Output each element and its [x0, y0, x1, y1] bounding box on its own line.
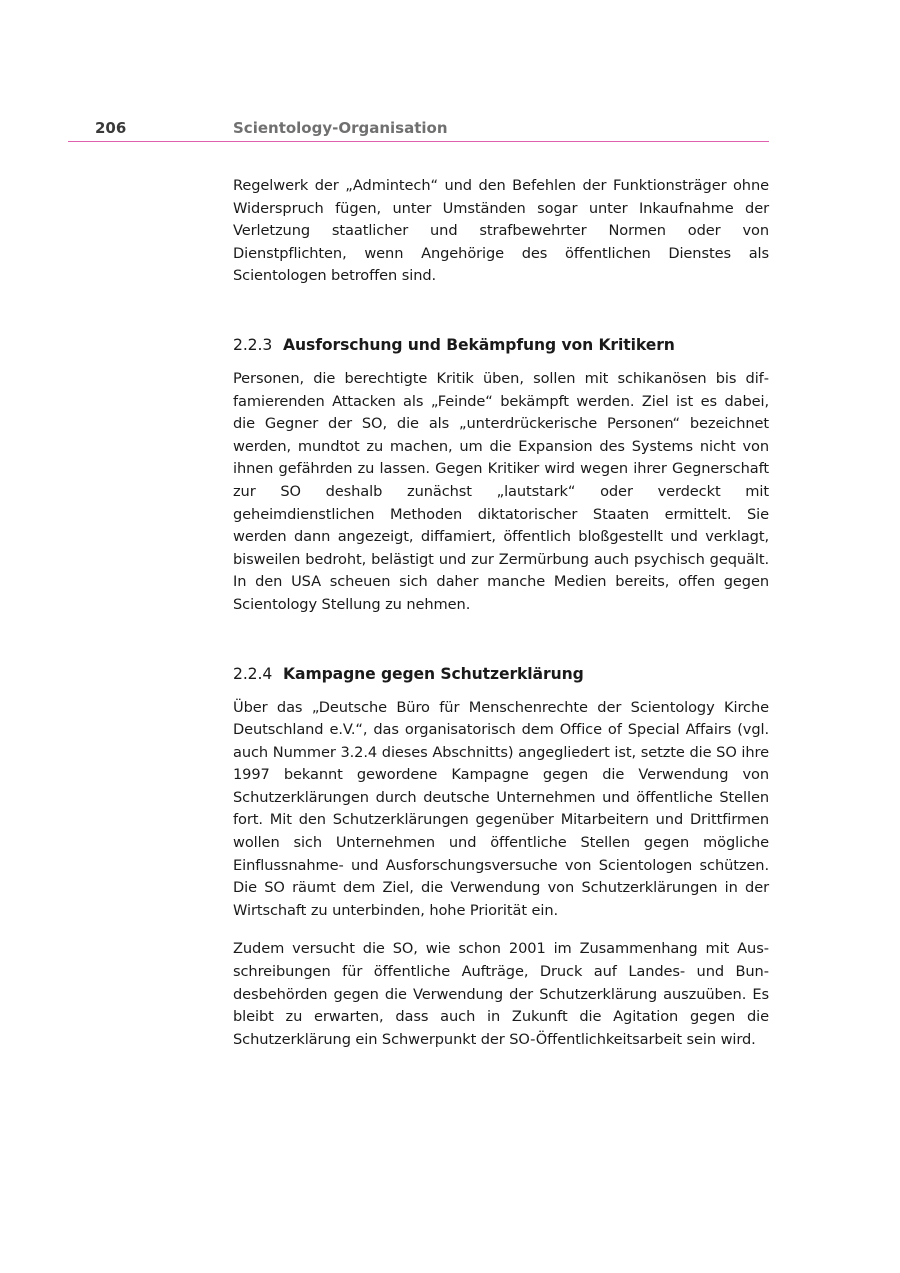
section-title: Ausforschung und Bekämpfung von Kritikern: [283, 335, 675, 354]
section-number: 2.2.3: [233, 335, 273, 354]
body-text-column: [233, 175, 769, 1051]
header-rule: [68, 141, 769, 142]
section-number: 2.2.4: [233, 664, 273, 683]
section-2-2-3-paragraph: Personen, die berechtigte Kritik üben, sollen mit schikanösen bis diffamierenden Attacken als „Feinde“ bekämpft werden. Ziel ist es dabei, die Gegner der SO, die als „unterdrückerische Personen“ bezeichnet werden, mundtot zu machen, um die Expansion des Systems nicht von ihnen gefährden zu lassen. Gegen Kritiker wird wegen ihrer Gegnerschaft zur SO deshalb zunächst „lautstark“ oder verdeckt mit geheimdienstlichen Methoden diktatorischer Staaten ermittelt. Sie werden dann angezeigt, diffamiert, öffentlich bloßgestellt und verklagt, bisweilen bedroht, belästigt und zur Zermürbung auch psychisch gequält. In den USA scheuen sich daher manche Medien bereits, offen gegen Scientology Stellung zu nehmen.: [233, 369, 769, 613]
running-title: Scientology-Organisation: [233, 119, 448, 137]
intro-paragraph: Regelwerk der „Admintech“ und den Befehlen der Funktionsträger ohne Widerspruch fügen, unter Umständen sogar unter Inkaufnahme der Verletzung staatlicher und strafbewehrter Normen oder von Dienstpflichten, wenn Angehörige des öffentlichen Dienstes als Scientologen betroffen sind.: [233, 177, 769, 285]
section-2-2-4-paragraph-1: Über das „Deutsche Büro für Menschenrechte der Scientology Kirche Deutschland e.V.“, das organisatorisch dem Office of Special Affairs (vgl. auch Nummer 3.2.4 dieses Abschnitts) angegliedert ist, setzte die SO ihre 1997 bekannt gewordene Kampagne gegen die Verwendung von Schutzerklärungen durch deutsche Unternehmen und öffentliche Stellen fort. Mit den Schutzerklärungen gegenüber Mitarbeitern und Drittfirmen wollen sich Unternehmen und öffentliche Stellen gegen mögliche Einflussnahme- und Ausforschungsversuche von Scientologen schützen. Die SO räumt dem Ziel, die Verwendung von Schutzerklärungen in der Wirtschaft zu unterbinden, hohe Priorität ein.: [233, 698, 769, 919]
section-heading-2-2-4: [233, 663, 769, 685]
section-2-2-4-paragraph-2: Zudem versucht die SO, wie schon 2001 im Zusammenhang mit Ausschreibungen für öffentliche Aufträge, Druck auf Landes- und Bundesbehörden gegen die Verwendung der Schutzerklärung auszuüben. Es bleibt zu erwarten, dass auch in Zukunft die Agitation gegen die Schutzerklärung ein Schwerpunkt der SO-Öffentlichkeitsarbeit sein wird.: [233, 940, 769, 1048]
section-heading-2-2-3: [233, 334, 769, 356]
section-title: Kampagne gegen Schutzerklärung: [283, 664, 584, 683]
running-head: [0, 0, 900, 145]
page-number: 206: [95, 119, 127, 137]
